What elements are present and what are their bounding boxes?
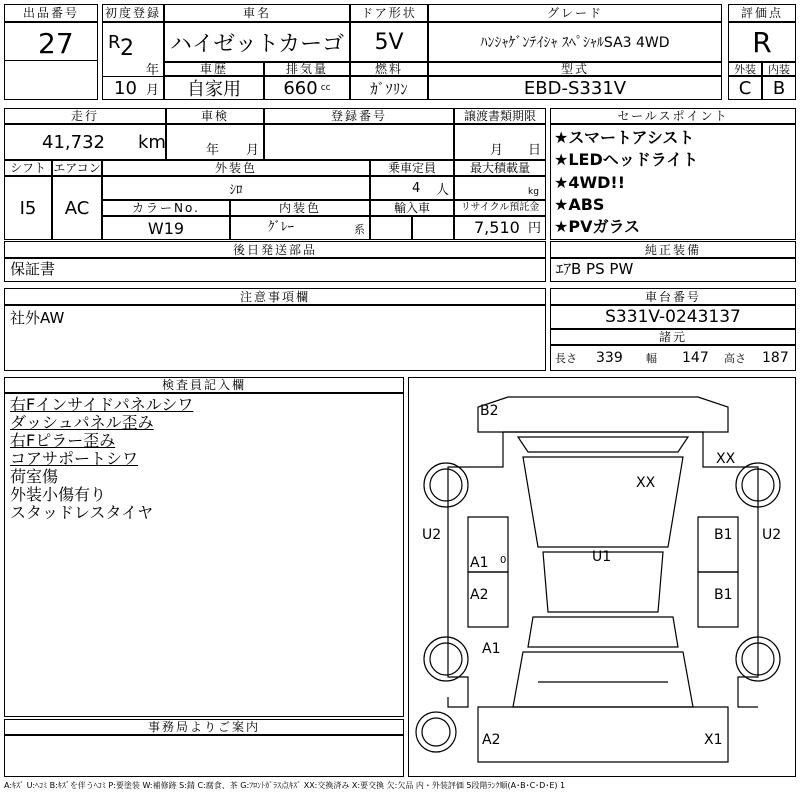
int-color: ｸﾞﾚｰ	[268, 220, 294, 235]
displacement-label: 排気量	[264, 62, 350, 76]
shift: I5	[4, 176, 52, 240]
grade: ﾊﾝｼｬｹﾞﾝﾃｲｼｬ ｽﾍﾟｼｬﾙSA3 4WD	[428, 22, 722, 62]
first-reg-label: 初度登録	[102, 4, 164, 22]
model-label: 型式	[428, 62, 722, 76]
notes: 社外AW	[10, 309, 65, 327]
sales-point-item: ★4WD!!	[554, 173, 625, 192]
int-color-suffix: 系	[354, 223, 365, 236]
reg-month-unit: 月	[146, 83, 160, 98]
import-box-left	[370, 216, 412, 240]
office-box	[4, 735, 404, 777]
car-name-label: 車名	[164, 4, 350, 22]
right-front-door	[698, 517, 738, 572]
sales-point-item: ★ABS	[554, 195, 605, 214]
genuine-equipment-label: 純正装備	[550, 241, 796, 258]
transfer-month-unit: 月	[490, 143, 504, 158]
fuel: ｶﾞｿﾘﾝ	[350, 76, 428, 100]
length-label: 長さ	[555, 352, 577, 365]
shift-label: シフト	[4, 160, 52, 176]
dimensions-box	[550, 345, 796, 371]
rear-bumper-shape	[478, 707, 728, 762]
deferred-parts-label: 後日発送部品	[4, 241, 546, 258]
car-name: ハイゼットカーゴ	[164, 22, 350, 62]
inspector-line: 右Fピラー歪み	[10, 431, 116, 450]
mark-zero: 0	[500, 555, 507, 566]
interior-label: 内装	[762, 62, 796, 76]
recycle-label: リサイクル預託金	[454, 200, 546, 216]
inspection-label: 車検	[166, 108, 264, 124]
color-no: W19	[102, 216, 230, 240]
width: 147	[682, 350, 709, 366]
transfer-day-unit: 日	[528, 143, 542, 158]
notes-box	[4, 305, 546, 371]
deferred-parts: 保証書	[10, 260, 56, 278]
inspector-label: 検査員記入欄	[4, 377, 404, 393]
int-color-box	[230, 216, 370, 240]
deferred-parts-box	[4, 258, 546, 282]
inspector-line: 右Fインサイドパネルシワ	[10, 395, 194, 414]
mark-a1-left: A1	[470, 555, 489, 571]
mark-u2-right: U2	[762, 527, 782, 543]
lot-number: 27	[38, 27, 74, 60]
mark-xx-right: XX	[716, 451, 736, 467]
sales-point-item: ★LEDヘッドライト	[554, 150, 699, 169]
aircon-label: エアコン	[53, 161, 101, 175]
spare-wheel-inner	[422, 718, 450, 746]
aircon: AC	[52, 176, 102, 240]
mileage-unit: km	[138, 132, 166, 153]
rear-glass	[528, 617, 678, 647]
height: 187	[762, 350, 789, 366]
inspection-year-unit: 年	[206, 143, 220, 158]
hood-area	[523, 457, 683, 547]
reg-year: 2	[120, 36, 134, 61]
wheel-front-left-inner	[430, 469, 462, 501]
color-no-label: カラーNo.	[102, 200, 230, 216]
reg-year-unit: 年	[146, 63, 160, 78]
wheel-rear-left-inner	[430, 643, 462, 675]
int-color-label: 内装色	[230, 200, 370, 216]
capacity: 4	[412, 181, 421, 196]
inspector-line: 荷室傷	[10, 467, 59, 486]
recycle-unit: 円	[528, 221, 542, 236]
mark-a2-bottom: A2	[482, 732, 501, 748]
mileage-label: 走行	[4, 108, 166, 124]
inspector-line: ダッシュパネル歪み	[10, 413, 154, 432]
interior-grade: B	[762, 76, 796, 100]
recycle: 7,510	[474, 218, 520, 237]
import-box-right	[412, 216, 454, 240]
ext-color: ｼﾛ	[102, 176, 370, 200]
mark-u2-left: U2	[422, 527, 442, 543]
load-label: 最大積載量	[454, 160, 546, 176]
door-type: 5V	[350, 22, 428, 62]
lot-divider	[4, 60, 98, 61]
chassis-label: 車台番号	[550, 288, 796, 305]
height-label: 高さ	[724, 352, 746, 365]
inspector-line: コアサポートシワ	[10, 449, 139, 468]
score: R	[728, 22, 796, 62]
exterior-grade: C	[728, 76, 762, 100]
car-diagram	[408, 377, 796, 777]
inspector-line: 外装小傷有り	[10, 485, 107, 504]
inspection-month-unit: 月	[246, 143, 260, 158]
displacement: 660	[283, 77, 318, 99]
length: 339	[596, 350, 623, 366]
grade-label: グレード	[428, 4, 722, 22]
exterior-label: 外装	[728, 62, 762, 76]
fuel-label: 燃料	[350, 62, 428, 76]
genuine-equipment: ｴｱB PS PW	[556, 260, 634, 278]
ext-color-label: 外装色	[102, 160, 370, 176]
dimensions-label: 諸元	[550, 329, 796, 345]
sales-point-item: ★PVガラス	[554, 217, 640, 236]
displacement-box	[264, 76, 350, 100]
mark-a2-left: A2	[470, 587, 489, 603]
chassis-number: S331V-0243137	[550, 305, 796, 329]
mark-xx-hood: XX	[636, 475, 656, 491]
mark-u1-roof: U1	[592, 549, 612, 565]
history: 自家用	[164, 76, 264, 100]
capacity-label: 乗車定員	[370, 160, 454, 176]
door-label: ドア形状	[350, 4, 428, 22]
mileage: 41,732	[42, 132, 105, 153]
rear-panel	[513, 652, 693, 707]
displacement-unit: cc	[320, 83, 331, 93]
mark-a1-rear: A1	[482, 641, 501, 657]
capacity-unit: 人	[436, 183, 450, 198]
sales-point-item: ★スマートアシスト	[554, 128, 695, 147]
wheel-front-left	[424, 463, 468, 507]
load-unit: kg	[528, 187, 539, 197]
body-outline	[448, 432, 758, 707]
history-label: 車歴	[164, 62, 264, 76]
reg-no-box	[264, 124, 454, 160]
width-label: 幅	[646, 352, 657, 365]
notes-label: 注意事項欄	[4, 288, 546, 305]
lot-label: 出品番号	[4, 4, 98, 22]
mark-b1-lower: B1	[714, 587, 733, 603]
legend: A:ｷｽﾞ U:ﾍｺﾐ B:ｷｽﾞを伴うﾍｺﾐ P:要塗装 W:補修跡 S:錆 C:腐食、茶 G:ﾌﾛﾝﾄｶﾞﾗｽ点ｷｽﾞ XX:交換済み X:要交換 欠:欠品 内・外装評価 5段階ﾗﾝｸ順(A･B･C･D･E) 1	[4, 781, 566, 790]
transfer-label: 譲渡書類期限	[454, 108, 546, 124]
inspector-line: スタッドレスタイヤ	[10, 503, 154, 522]
mark-b2-top: B2	[480, 403, 499, 419]
sales-points-label: セールスポイント	[550, 108, 796, 124]
mark-b1-upper: B1	[714, 527, 733, 543]
windshield-top	[518, 437, 688, 452]
model: EBD-S331V	[428, 76, 722, 100]
reg-month: 10	[114, 78, 137, 99]
mark-x1-bottom: X1	[704, 732, 723, 748]
reg-no-label: 登録番号	[264, 108, 454, 124]
front-bumper-shape	[478, 397, 728, 432]
import-label: 輸入車	[370, 200, 454, 216]
era: R	[108, 32, 121, 53]
office-label: 事務局よりご案内	[4, 719, 404, 735]
score-label: 評価点	[728, 4, 796, 22]
first-reg-divider	[102, 76, 164, 77]
